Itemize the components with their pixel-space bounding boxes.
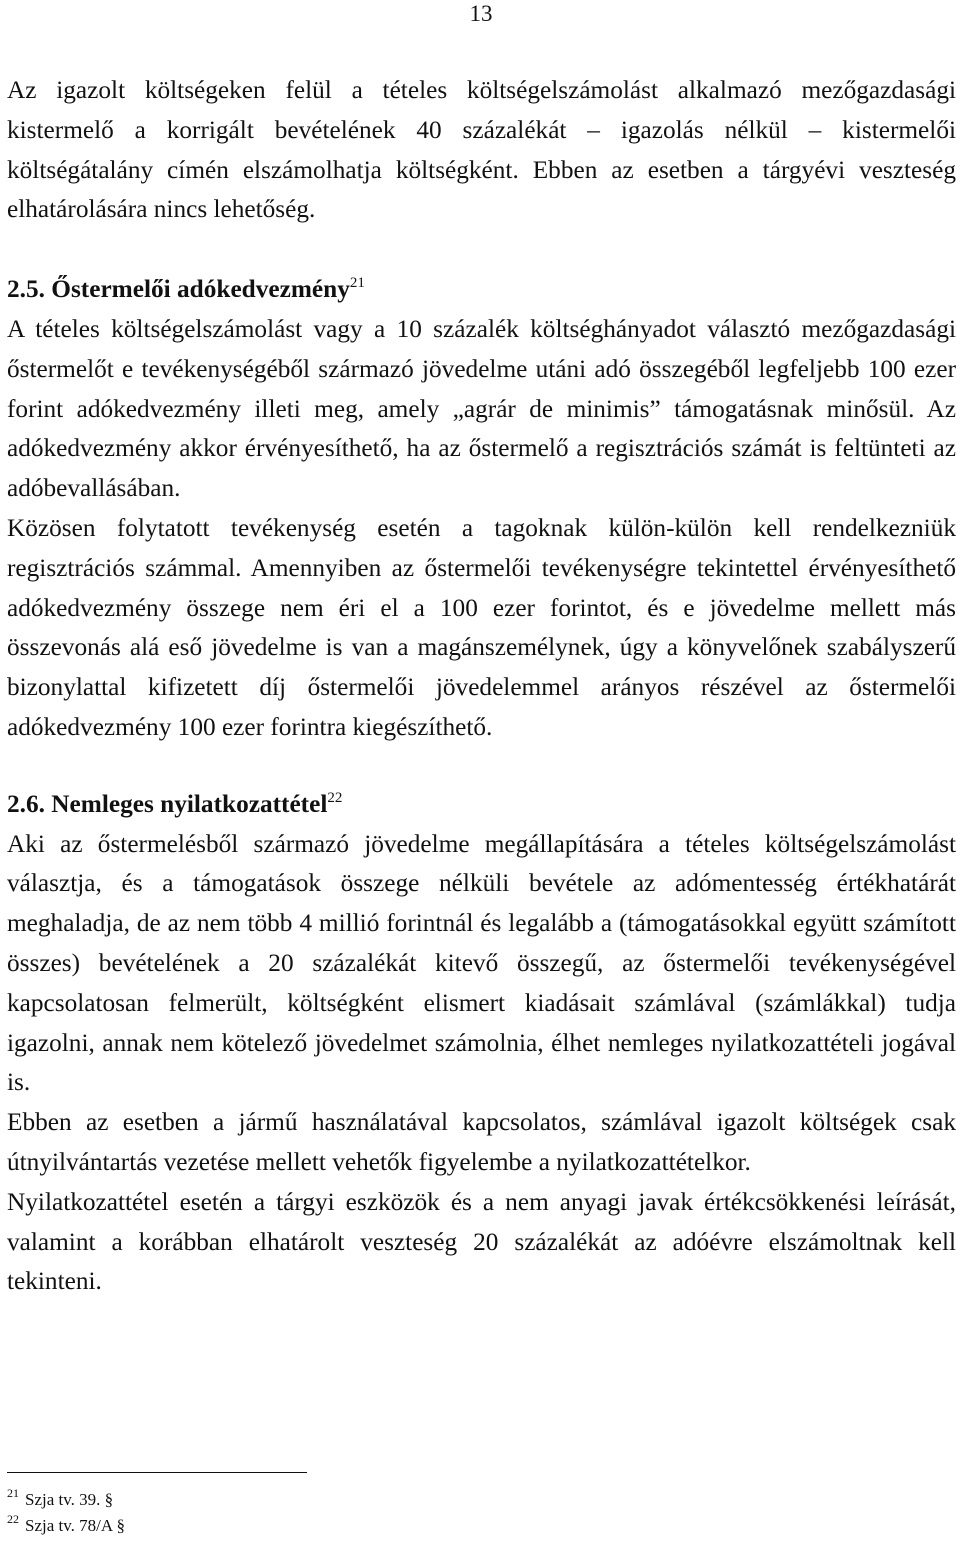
section-heading-2-5: [7, 270, 956, 310]
section-title: Őstermelői adókedvezmény: [51, 275, 350, 304]
footnote-ref: 21: [349, 275, 365, 292]
spacer: [7, 230, 956, 270]
section-paragraph: Nyilatkozattétel esetén a tárgyi eszközök és a nem anyagi javak értékcsökkenési leírását, valamint a korábban elhatárolt veszteség 20 százalékát az adóévre elszámoltnak kell tekinteni.: [7, 1187, 956, 1296]
footnote-number: 21: [7, 1486, 19, 1500]
footnote-number: 22: [7, 1512, 19, 1526]
page-number: 13: [469, 1, 493, 26]
spacer: [7, 748, 956, 785]
section-heading-2-6: [7, 785, 956, 825]
intro-paragraph: Az igazolt költségeken felül a tételes költségelszámolást alkalmazó mezőgazdasági kistermelő a korrigált bevételének 40 százalékát – igazolás nélkül – kistermelői költségátalány címén elszámolhatja költségként. Ebben az esetben a tárgyévi veszteség elhatárolására nincs lehetőség.: [7, 76, 956, 224]
footnote-divider: [7, 1472, 307, 1473]
section-paragraph: A tételes költségelszámolást vagy a 10 százalék költséghányadot választó mezőgazdasági őstermelőt e tevékenységéből származó jövedelme utáni adó összegéből legfeljebb 100 ezer forint adókedvezmény illeti meg, amely „agrár de minimis” támogatásnak minősül. Az adókedvezmény akkor érvényesíthető, ha az őstermelő a regisztrációs számát is feltünteti az adóbevallásában.: [7, 314, 956, 503]
footnote-text: Szja tv. 39. §: [25, 1490, 114, 1509]
section-number: 2.5.: [7, 275, 45, 304]
section-paragraph: Ebben az esetben a jármű használatával kapcsolatos, számlával igazolt költségek csak útnyilvántartás vezetése mellett vehetők figyelembe a nyilatkozattételkor.: [7, 1108, 956, 1176]
footnote-text: Szja tv. 78/A §: [25, 1516, 125, 1535]
footnotes: [7, 1487, 125, 1539]
section-title: Nemleges nyilatkozattétel: [51, 789, 328, 818]
footnote: [7, 1513, 125, 1539]
section-paragraph: Aki az őstermelésből származó jövedelme megállapítására a tételes költségelszámolást választja, és a támogatások összege nélküli bevétele az adómentesség értékhatárát meghaladja, de az nem több 4 millió forintnál és legalább a (támogatásokkal együtt számított összes) bevételének a 20 százalékát kitevő összegű, az őstermelői tevékenységével kapcsolatosan felmerült, költségként elismert kiadásait számlával (számlákkal) tudja igazolni, annak nem kötelező jövedelmet számolnia, élhet nemleges nyilatkozattételi jogával is.: [7, 829, 956, 1097]
footnote-ref: 22: [327, 789, 343, 806]
section-paragraph: Közösen folytatott tevékenység esetén a tagoknak külön-külön kell rendelkezniük regisztrációs számmal. Amennyiben az őstermelői tevékenységre tekintettel érvényesíthető adókedvezmény összege nem éri el a 100 ezer forintot, és e jövedelme mellett más összevonás alá eső jövedelme is van a magánszemélynek, úgy a könyvelőnek szabályszerű bizonylattal kifizetett díj őstermelői jövedelemmel arányos részével az őstermelői adókedvezmény 100 ezer forintra kiegészíthető.: [7, 513, 956, 741]
footnote: [7, 1487, 125, 1513]
section-number: 2.6.: [7, 789, 45, 818]
document-body: [7, 71, 956, 1302]
